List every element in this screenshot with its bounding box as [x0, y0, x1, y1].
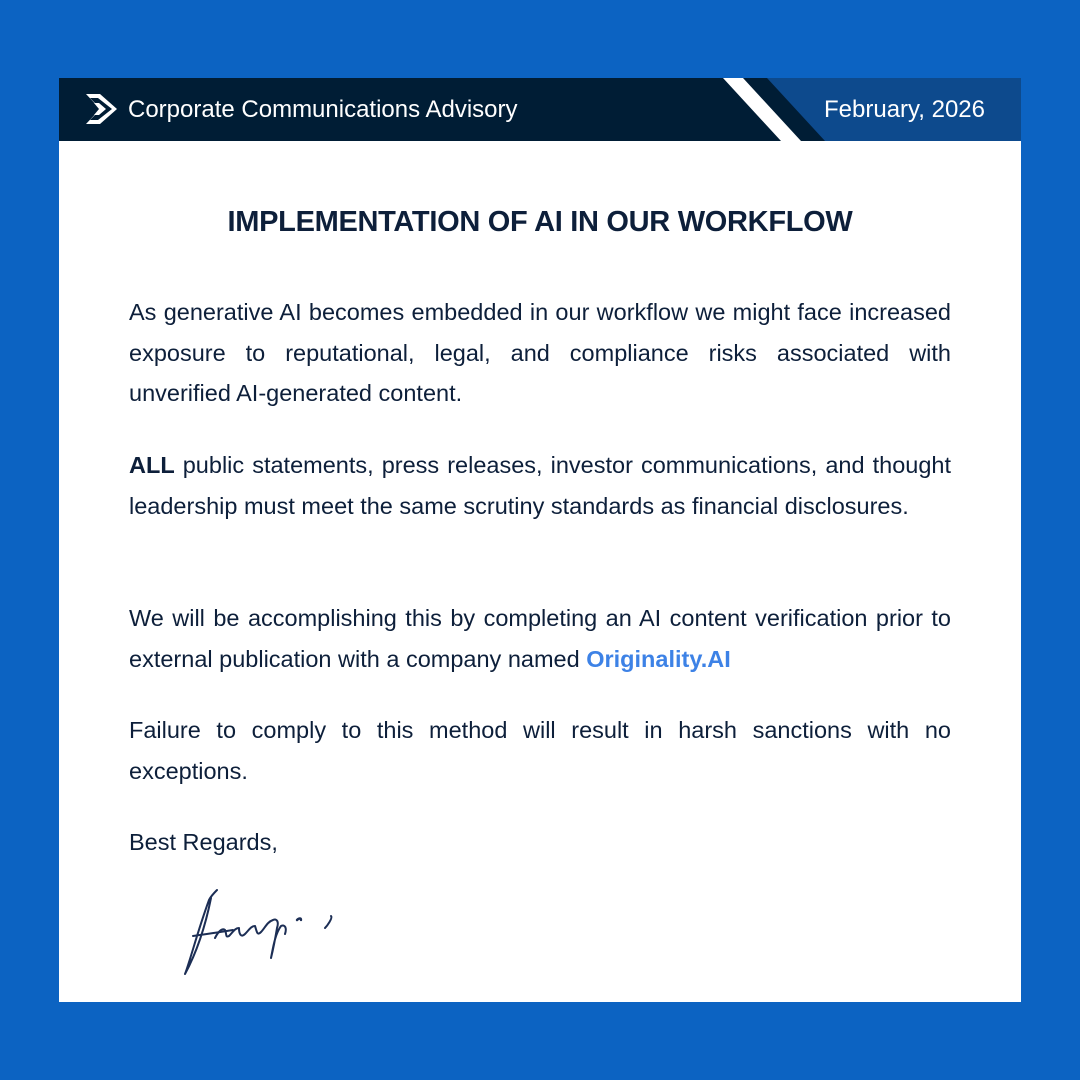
closing-salutation: Best Regards,: [129, 829, 278, 855]
paragraph-scrutiny-text: public statements, press releases, investor communications, and thought leadership must meet the same scrutiny standards as financial disclosures.: [129, 452, 951, 519]
company-link-originality-ai[interactable]: Originality.AI: [586, 645, 731, 672]
advisory-card: [59, 78, 1021, 1002]
double-chevron-arrow-icon: [86, 94, 118, 124]
paragraph-verification: [129, 598, 951, 679]
paragraph-sanctions: Failure to comply to this method will result in harsh sanctions with no exceptions.: [129, 717, 951, 784]
paragraph-risk-exposure: As generative AI becomes embedded in our workflow we might face increased exposure to reputational, legal, and compliance risks associated with unverified AI-generated content.: [129, 299, 951, 406]
header-date: February, 2026: [824, 96, 985, 123]
paragraph-scrutiny-standards: [129, 445, 951, 526]
paragraph-verification-text: We will be accomplishing this by completing an AI content verification prior to external publication with a company named: [129, 605, 951, 672]
header-bar: [59, 78, 1021, 141]
emphasis-all: ALL: [129, 452, 175, 478]
header-title: Corporate Communications Advisory: [128, 96, 518, 123]
handwritten-signature-icon: [177, 878, 347, 983]
document-title: IMPLEMENTATION OF AI IN OUR WORKFLOW: [227, 206, 853, 238]
